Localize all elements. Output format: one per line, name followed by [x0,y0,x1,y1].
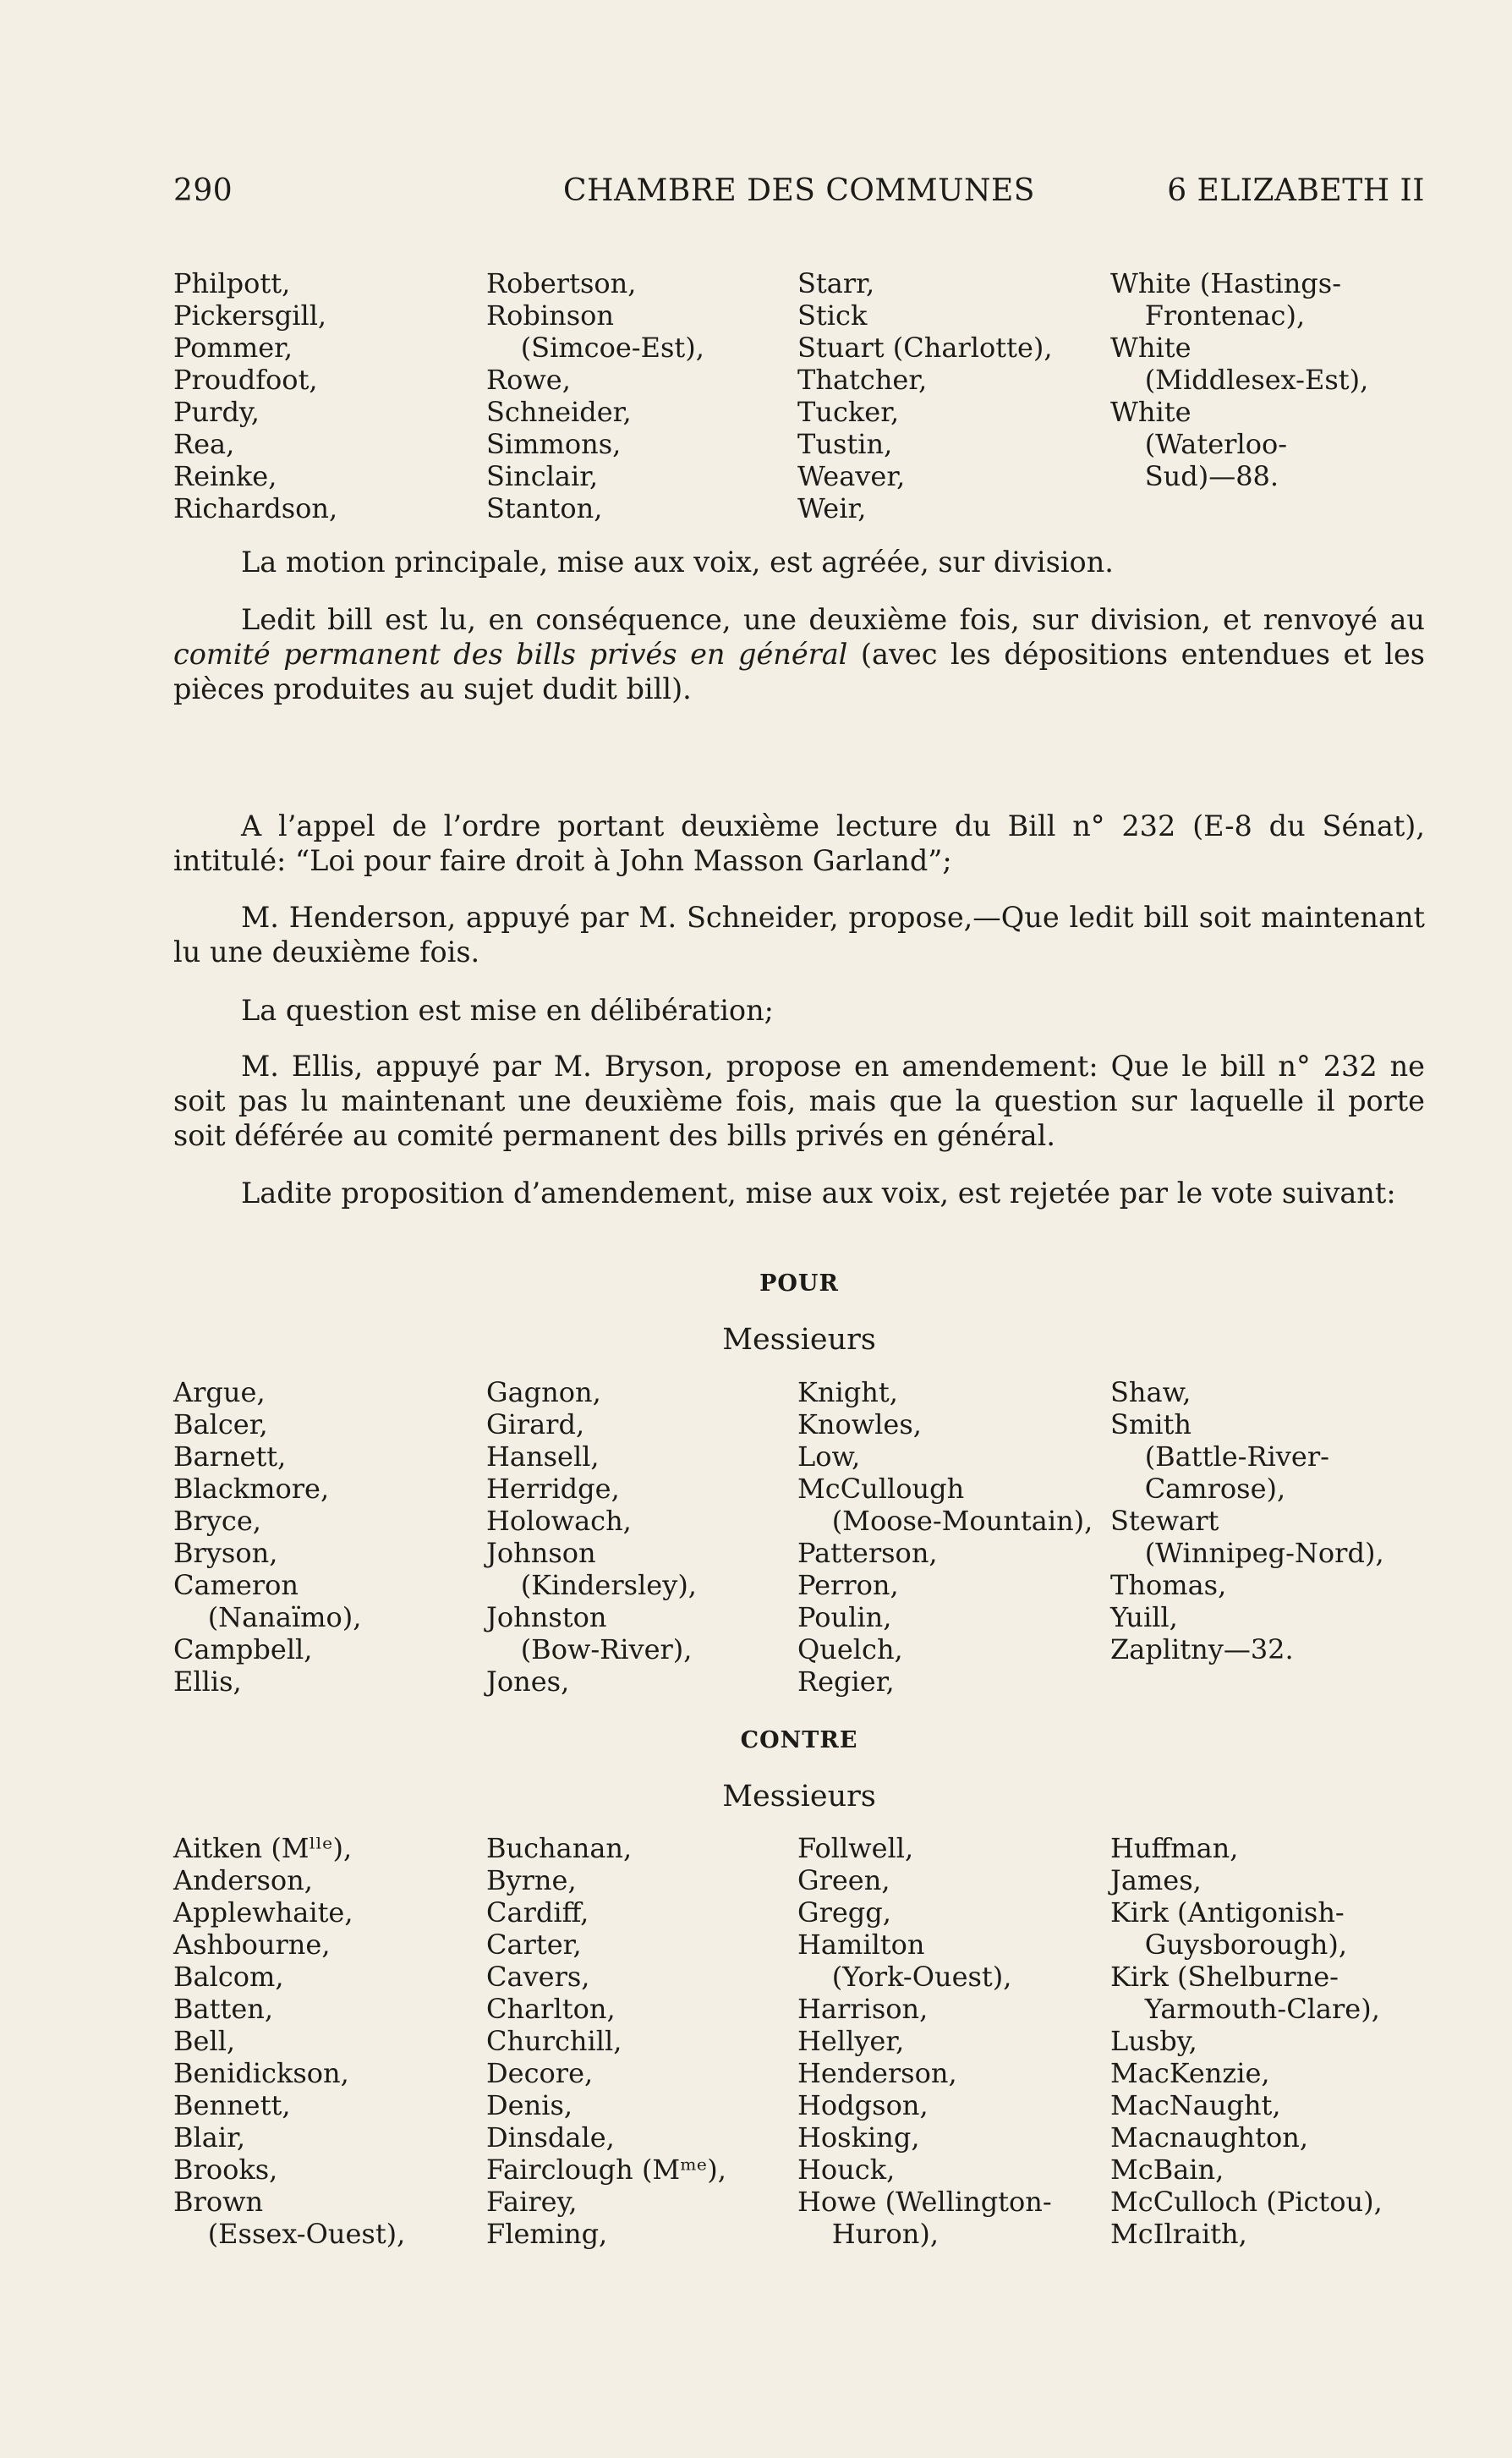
vote-column-3: Starr, Stick Stuart (Charlotte), Thatcher, Tucker, Tustin, Weaver, Weir, [797,267,1053,524]
page-header [173,173,1425,216]
paragraph-motion: M. Henderson, appuyé par M. Schneider, propose,—Que ledit bill soit maintenant lu une deuxième fois. [173,901,1425,968]
contre-column-1: Aitken (Mˡˡᵉ), Anderson, Applewhaite, Ashbourne, Balcom, Batten, Bell, Benidickson, Bennett, Blair, Brooks, Brown (Essex-Ouest), [173,1832,406,2250]
pour-column-3: Knight, Knowles, Low, McCullough (Moose-Mountain), Patterson, Perron, Poulin, Quelch, Regier, [797,1376,1093,1698]
reign-label: 6 ELIZABETH II [1167,173,1425,208]
paragraph-bill-referred: Ledit bill est lu, en conséquence, une deuxième fois, sur division, et renvoyé au comité permanent des bills privés en général (avec les dépositions entendues et les pièces produites au sujet dudit bill). [173,603,1425,705]
pour-column-1: Argue, Balcer, Barnett, Blackmore, Bryce, Bryson, Cameron (Nanaïmo), Campbell, Ellis, [173,1376,362,1698]
paragraph-order-call: A l’appel de l’ordre portant deuxième lecture du Bill n° 232 (E-8 du Sénat), intitulé: “Loi pour faire droit à John Masson Garland”; [173,809,1425,877]
vote-column-4: White (Hastings- Frontenac), White (Middlesex-Est), White (Waterloo- Sud)—88. [1110,267,1369,492]
page-number: 290 [173,173,233,208]
contre-column-4: Huffman, James, Kirk (Antigonish- Guysborough), Kirk (Shelburne- Yarmouth-Clare), Lusby, MacKenzie, MacNaught, Macnaughton, McBain, McCulloch (Pictou), McIlraith, [1110,1832,1383,2250]
pour-subheading: Messieurs [722,1323,876,1357]
vote-list-pour [173,1376,1433,1698]
vote-list-previous [173,267,1433,524]
running-title: CHAMBRE DES COMMUNES [563,173,1035,208]
vote-column-2: Robertson, Robinson (Simcoe-Est), Rowe, Schneider, Simmons, Sinclair, Stanton, [486,267,704,524]
vote-list-contre [173,1832,1433,2250]
contre-column-3: Follwell, Green, Gregg, Hamilton (York-Ouest), Harrison, Hellyer, Henderson, Hodgson, Hosking, Houck, Howe (Wellington- Huron), [797,1832,1052,2250]
contre-heading: CONTRE [740,1727,858,1753]
pour-heading: POUR [759,1270,839,1297]
paragraph-question: La question est mise en délibération; [241,994,774,1027]
contre-column-2: Buchanan, Byrne, Cardiff, Carter, Cavers, Charlton, Churchill, Decore, Denis, Dinsdale, Fairclough (Mᵐᵉ), Fairey, Fleming, [486,1832,726,2250]
paragraph-amendment: M. Ellis, appuyé par M. Bryson, propose en amendement: Que le bill n° 232 ne soit pas lu maintenant une deuxième fois, mais que la question sur laquelle il porte soit déférée au comité permanent des bills privés en général. [173,1050,1425,1152]
pour-column-4: Shaw, Smith (Battle-River- Camrose), Stewart (Winnipeg-Nord), Thomas, Yuill, Zaplitny—32. [1110,1376,1384,1665]
committee-name: comité permanent des bills privés en général [173,638,848,671]
vote-column-1: Philpott, Pickersgill, Pommer, Proudfoot, Purdy, Rea, Reinke, Richardson, [173,267,338,524]
pour-column-2: Gagnon, Girard, Hansell, Herridge, Holowach, Johnson (Kindersley), Johnston (Bow-River), Jones, [486,1376,697,1698]
paragraph-vote-result: Ladite proposition d’amendement, mise aux voix, est rejetée par le vote suivant: [241,1177,1396,1210]
paragraph-motion-agreed: La motion principale, mise aux voix, est agréée, sur division. [241,546,1114,579]
contre-subheading: Messieurs [722,1780,876,1813]
